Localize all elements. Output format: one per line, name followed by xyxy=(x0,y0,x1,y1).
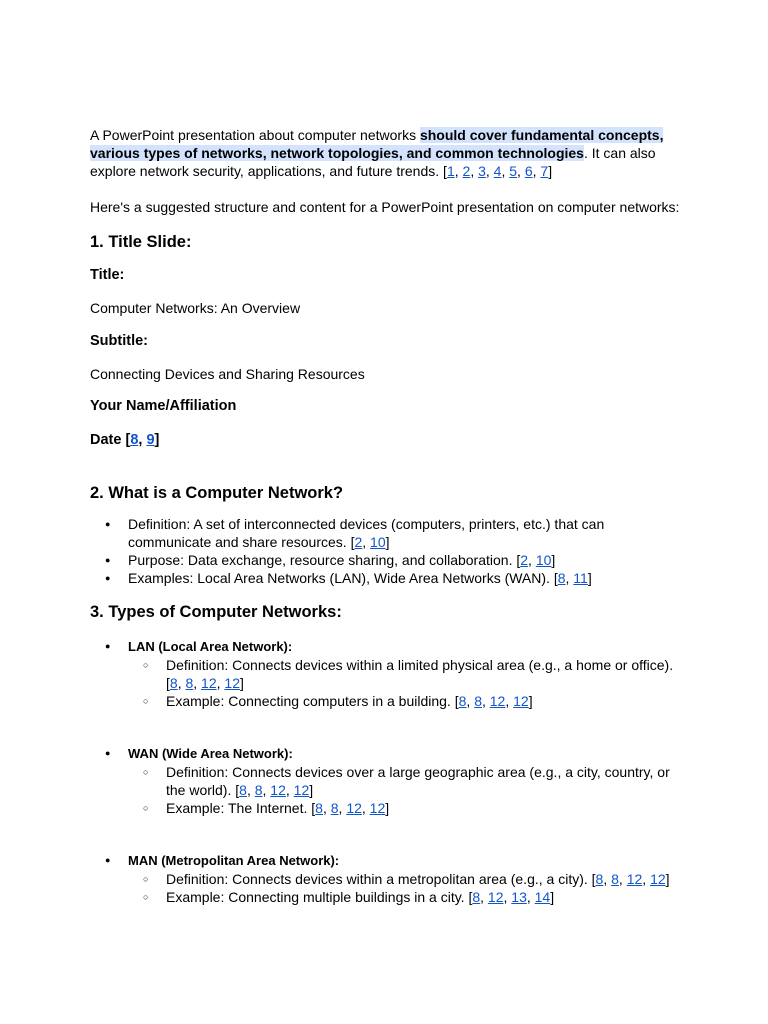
list-item-text: Definition: A set of interconnected devices (computers, printers, etc.) that can communicate and share resources. xyxy=(128,516,605,550)
sub-list-item-text: Example: Connecting multiple buildings in a city. xyxy=(166,889,469,905)
section-3-list xyxy=(90,637,680,906)
network-type-lan xyxy=(90,637,680,710)
sub-list-item-text: Example: The Internet. xyxy=(166,800,312,816)
sub-list-item xyxy=(90,763,680,799)
citation-link[interactable]: 2 xyxy=(354,534,363,550)
citation-link[interactable]: 12 xyxy=(293,782,310,798)
citation-link[interactable]: 8 xyxy=(557,570,566,586)
citation-link[interactable]: 8 xyxy=(474,693,482,709)
sub-list-item xyxy=(90,870,680,888)
citation-group: [8, 8, 12, 12] xyxy=(454,693,533,709)
network-type-details xyxy=(90,656,680,710)
network-type-label: WAN (Wide Area Network): xyxy=(128,746,293,761)
citation-link[interactable]: 12 xyxy=(224,675,240,691)
citation-link[interactable]: 12 xyxy=(650,871,666,887)
network-type-label: MAN (Metropolitan Area Network): xyxy=(128,853,340,868)
citation-link[interactable]: 3 xyxy=(478,163,486,179)
citation-link[interactable]: 2 xyxy=(520,552,529,568)
citation-group: [8, 8, 12, 12] xyxy=(166,675,244,691)
citation-group: [8, 11] xyxy=(553,570,592,586)
citation-link[interactable]: 8 xyxy=(239,782,247,798)
citation-link[interactable]: 4 xyxy=(493,163,502,179)
citation-link[interactable]: 12 xyxy=(369,800,386,816)
document-page xyxy=(90,126,680,906)
citation-link[interactable]: 8 xyxy=(130,432,139,448)
date-label xyxy=(90,431,680,449)
citation-link[interactable]: 12 xyxy=(201,675,217,691)
subtitle-value: Connecting Devices and Sharing Resources xyxy=(90,366,365,382)
citation-link[interactable]: 8 xyxy=(330,800,339,816)
citation-link[interactable]: 8 xyxy=(595,871,604,887)
citation-group: [2, 10] xyxy=(350,534,390,550)
network-type-man xyxy=(90,851,680,906)
citation-link[interactable]: 11 xyxy=(573,570,588,586)
citation-link[interactable]: 12 xyxy=(626,871,643,887)
section-3-heading: 3. Types of Computer Networks: xyxy=(90,603,342,621)
citation-link[interactable]: 8 xyxy=(169,675,178,691)
sub-list-item-text: Definition: Connects devices within a metropolitan area (e.g., a city). xyxy=(166,871,592,887)
sub-list-item-text: Definition: Connects devices within a limited physical area (e.g., a home or office). xyxy=(166,657,674,673)
citation-link[interactable]: 8 xyxy=(472,889,481,905)
citation-link[interactable]: 8 xyxy=(185,675,194,691)
intro-paragraph xyxy=(90,126,680,180)
section-2-heading: 2. What is a Computer Network? xyxy=(90,484,344,502)
list-item xyxy=(90,551,680,569)
citation-group: [8, 12, 13, 14] xyxy=(468,889,555,905)
citation-group: [8, 8, 12, 12] xyxy=(311,800,390,816)
sub-list-item xyxy=(90,799,680,817)
network-type-details xyxy=(90,763,680,817)
section-2-list xyxy=(90,515,680,587)
sub-list-item-text: Definition: Connects devices over a large geographic area (e.g., a city, country, or the world). xyxy=(166,764,670,798)
citation-link[interactable]: 10 xyxy=(370,534,386,550)
citation-link[interactable]: 10 xyxy=(535,552,552,568)
intro-highlight: should cover fundamental concepts, various types of networks, network topologies, and common technologies xyxy=(90,127,664,161)
title-label: Title: xyxy=(90,267,125,283)
citation-group: [8, 8, 12, 12] xyxy=(591,871,670,887)
citation-group: [8, 9] xyxy=(125,432,160,448)
subtitle-label: Subtitle: xyxy=(90,333,148,349)
list-item xyxy=(90,569,680,587)
title-value: Computer Networks: An Overview xyxy=(90,300,301,316)
citation-link[interactable]: 12 xyxy=(346,800,362,816)
date-text: Date xyxy=(90,432,126,448)
citation-link[interactable]: 12 xyxy=(489,693,506,709)
citation-link[interactable]: 1 xyxy=(446,163,455,179)
citation-group: [8, 8, 12, 12] xyxy=(235,782,314,798)
list-item-text: Purpose: Data exchange, resource sharing, and collaboration. xyxy=(128,552,517,568)
citation-link[interactable]: 9 xyxy=(146,432,155,448)
intro-lead: A PowerPoint presentation about computer networks xyxy=(90,127,420,143)
structure-intro: Here's a suggested structure and content for a PowerPoint presentation on computer networks: xyxy=(90,199,680,215)
citation-link[interactable]: 8 xyxy=(458,693,467,709)
section-1-heading: 1. Title Slide: xyxy=(90,233,192,251)
citation-link[interactable]: 12 xyxy=(487,889,504,905)
name-affiliation-label: Your Name/Affiliation xyxy=(90,398,237,414)
citation-link[interactable]: 8 xyxy=(315,800,323,816)
network-type-details xyxy=(90,870,680,906)
sub-list-item xyxy=(90,692,680,710)
citation-link[interactable]: 8 xyxy=(254,782,263,798)
list-item xyxy=(90,515,680,551)
citation-link[interactable]: 13 xyxy=(511,889,527,905)
citation-link[interactable]: 8 xyxy=(611,871,619,887)
sub-list-item xyxy=(90,656,680,692)
citation-link[interactable]: 6 xyxy=(524,163,533,179)
citation-group: [1, 2, 3, 4, 5, 6, 7] xyxy=(443,163,553,179)
citation-link[interactable]: 12 xyxy=(270,782,286,798)
sub-list-item-text: Example: Connecting computers in a building. xyxy=(166,693,455,709)
citation-link[interactable]: 12 xyxy=(513,693,529,709)
list-item-text: Examples: Local Area Networks (LAN), Wide Area Networks (WAN). xyxy=(128,570,554,586)
citation-group: [2, 10] xyxy=(516,552,556,568)
intro-tail: . It can also explore network security, applications, and future trends. xyxy=(90,145,656,179)
network-type-label: LAN (Local Area Network): xyxy=(128,639,293,654)
citation-link[interactable]: 7 xyxy=(540,163,549,179)
sub-list-item xyxy=(90,888,680,906)
citation-link[interactable]: 2 xyxy=(462,163,471,179)
citation-link[interactable]: 5 xyxy=(509,163,518,179)
network-type-wan xyxy=(90,744,680,817)
citation-link[interactable]: 14 xyxy=(534,889,551,905)
